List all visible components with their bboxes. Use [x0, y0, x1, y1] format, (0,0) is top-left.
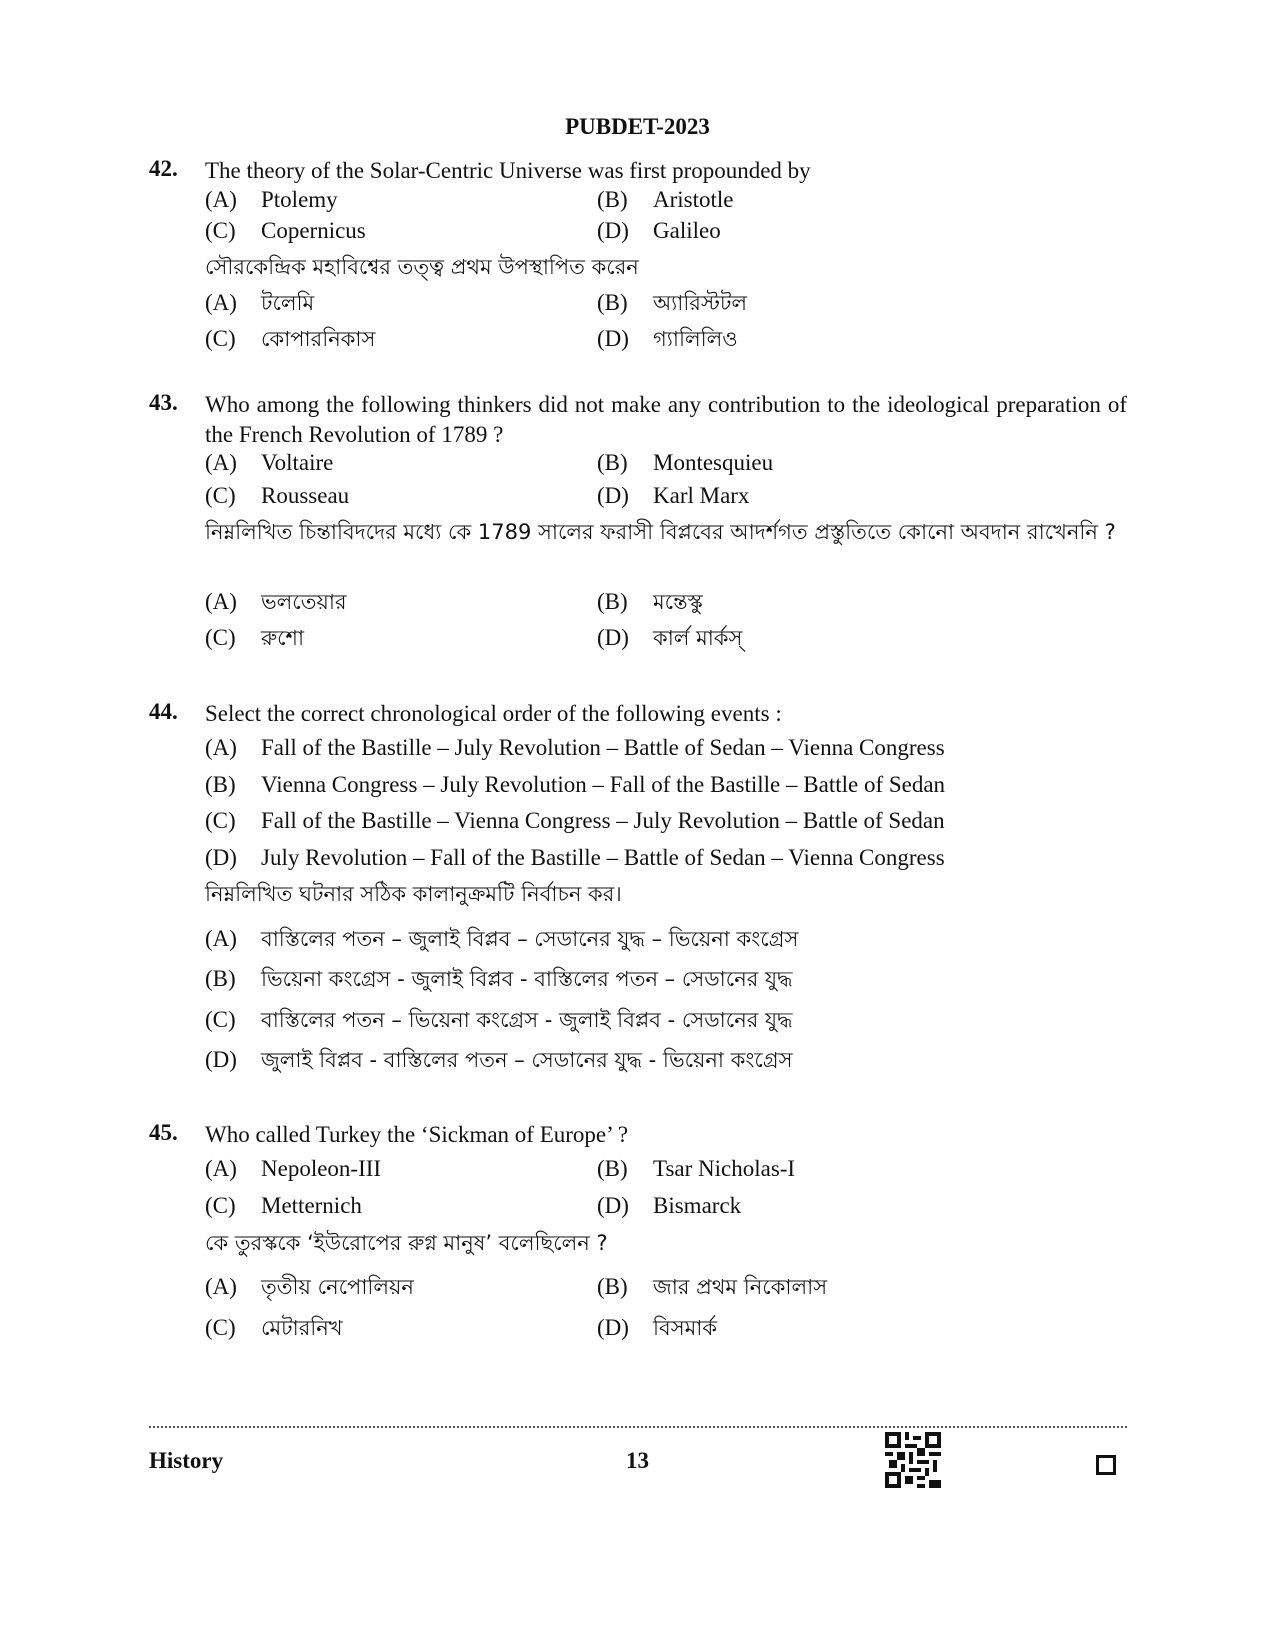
question-number: 44.: [149, 699, 178, 724]
option-bn-a[interactable]: (A) বাস্তিলের পতন – জুলাই বিপ্লব – সেডানের যুদ্ধ – ভিয়েনা কংগ্রেস: [205, 926, 799, 951]
option-bn-d[interactable]: (D) গ্যালিলিও: [597, 326, 738, 351]
option-bn-c[interactable]: (C) মেটারনিখ: [205, 1315, 343, 1340]
option-en-a[interactable]: (A) Nepoleon-III: [205, 1156, 382, 1181]
question-number: 43.: [149, 390, 178, 415]
option-bn-b[interactable]: (B) ভিয়েনা কংগ্রেস - জুলাই বিপ্লব - বাস্তিলের পতন – সেডানের যুদ্ধ: [205, 966, 793, 991]
option-en-b[interactable]: (B) Montesquieu: [597, 450, 774, 475]
option-bn-b[interactable]: (B) জার প্রথম নিকোলাস: [597, 1274, 828, 1299]
option-en-c[interactable]: (C) Copernicus: [205, 218, 366, 243]
option-en-d[interactable]: (D) Galileo: [597, 218, 721, 243]
question-text-bn: কে তুরস্ককে ‘ইউরোপের রুগ্ন মানুষ’ বলেছিলেন ?: [205, 1231, 608, 1255]
option-bn-a[interactable]: (A) ভলতেয়ার: [205, 589, 347, 614]
page-number: 13: [626, 1448, 649, 1473]
question-number: 45.: [149, 1120, 178, 1145]
option-bn-a[interactable]: (A) টলেমি: [205, 290, 315, 315]
option-en-a[interactable]: (A) Voltaire: [205, 450, 334, 475]
option-en-d[interactable]: (D) Bismarck: [597, 1193, 742, 1218]
option-bn-b[interactable]: (B) মন্তেস্কু: [597, 589, 703, 614]
option-en-c[interactable]: (C) Rousseau: [205, 483, 350, 508]
option-en-d[interactable]: (D) July Revolution – Fall of the Bastille – Battle of Sedan – Vienna Congress: [205, 845, 945, 870]
qr-code-icon: [885, 1432, 941, 1488]
option-bn-a[interactable]: (A) তৃতীয় নেপোলিয়ন: [205, 1274, 414, 1299]
question-text-bn: নিম্নলিখিত ঘটনার সঠিক কালানুক্রমটি নির্বাচন কর।: [205, 882, 622, 906]
page-header: PUBDET-2023: [565, 114, 710, 139]
question-text-en: The theory of the Solar-Centric Universe was first propounded by: [205, 158, 811, 183]
option-en-c[interactable]: (C) Fall of the Bastille – Vienna Congress – July Revolution – Battle of Sedan: [205, 808, 945, 833]
footer-subject: History: [149, 1448, 224, 1473]
question-number: 42.: [149, 156, 178, 181]
option-en-c[interactable]: (C) Metternich: [205, 1193, 362, 1218]
option-bn-d[interactable]: (D) বিসমার্ক: [597, 1315, 718, 1340]
option-en-b[interactable]: (B) Vienna Congress – July Revolution – Fall of the Bastille – Battle of Sedan: [205, 772, 946, 797]
option-en-a[interactable]: (A) Ptolemy: [205, 187, 338, 212]
footer-divider: [149, 1426, 1127, 1428]
question-text-bn: সৌরকেন্দ্রিক মহাবিশ্বের তত্ত্ব প্রথম উপস্থাপিত করেন: [205, 255, 639, 279]
option-en-b[interactable]: (B) Aristotle: [597, 187, 734, 212]
option-bn-c[interactable]: (C) রুশো: [205, 625, 305, 650]
option-bn-b[interactable]: (B) অ্যারিস্টটল: [597, 290, 748, 315]
question-text-en: Who called Turkey the ‘Sickman of Europe’ ?: [205, 1122, 629, 1147]
question-text-en: Select the correct chronological order of the following events :: [205, 701, 782, 726]
square-icon: [1096, 1455, 1116, 1475]
question-text-en: Who among the following thinkers did not make any contribution to the ideological preparation of the French Revolution of 1789 ?: [205, 392, 1127, 447]
option-bn-c[interactable]: (C) কোপারনিকাস: [205, 326, 376, 351]
option-en-d[interactable]: (D) Karl Marx: [597, 483, 750, 508]
question-text-bn: নিম্নলিখিত চিন্তাবিদদের মধ্যে কে 1789 সালের ফরাসী বিপ্লবের আদর্শগত প্রস্তুতিতে কোনো অবদান রাখেননি ?: [205, 520, 1116, 544]
option-bn-d[interactable]: (D) কার্ল মার্কস্: [597, 625, 743, 650]
option-bn-d[interactable]: (D) জুলাই বিপ্লব - বাস্তিলের পতন – সেডানের যুদ্ধ - ভিয়েনা কংগ্রেস: [205, 1047, 793, 1072]
option-en-b[interactable]: (B) Tsar Nicholas-I: [597, 1156, 796, 1181]
option-en-a[interactable]: (A) Fall of the Bastille – July Revolution – Battle of Sedan – Vienna Congress: [205, 735, 945, 760]
option-bn-c[interactable]: (C) বাস্তিলের পতন – ভিয়েনা কংগ্রেস - জুলাই বিপ্লব - সেডানের যুদ্ধ: [205, 1007, 793, 1032]
